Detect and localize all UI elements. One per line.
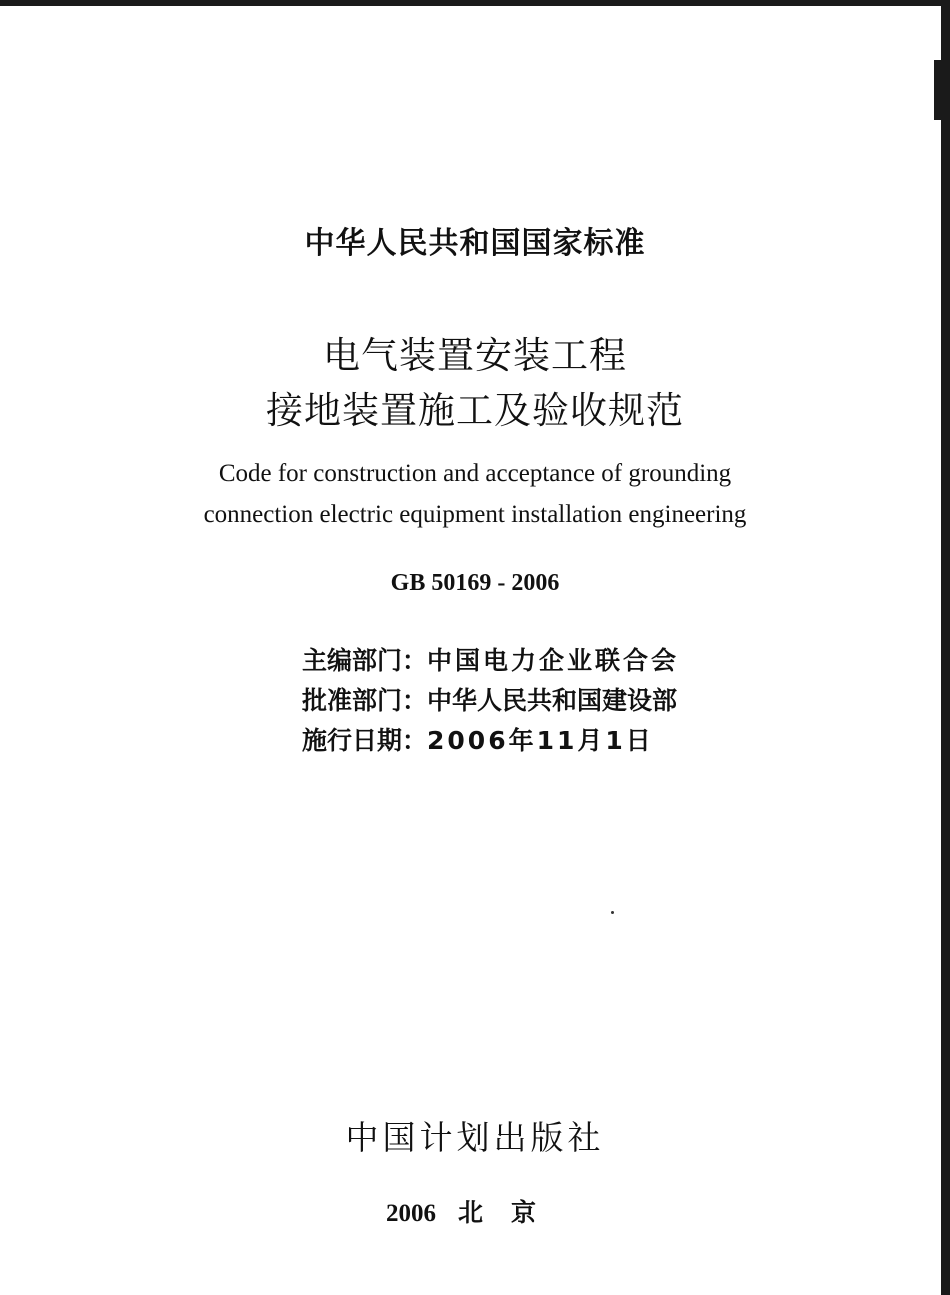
scan-edge-right [941, 0, 950, 1295]
english-title-line-2: connection electric equipment installation engineering [203, 501, 747, 528]
editor-row [302, 641, 679, 677]
scan-edge-top [0, 0, 950, 6]
approver-row [302, 681, 677, 717]
editor-label: 主编部门： [302, 646, 428, 675]
imprint-city: 北京 [457, 1198, 564, 1227]
standard-code: GB 50169 - 2006 [390, 570, 560, 596]
title-line-1: 电气装置安装工程 [323, 334, 627, 377]
national-standard-heading: 中华人民共和国国家标准 [304, 226, 646, 261]
approver-label: 批准部门： [302, 686, 428, 715]
approver-value: 中华人民共和国建设部 [427, 686, 678, 715]
imprint-line [0, 1193, 950, 1229]
date-label: 施行日期： [302, 726, 428, 755]
scan-speck [611, 911, 614, 914]
title-line-2: 接地装置施工及验收规范 [266, 389, 684, 432]
editor-value: 中国电力企业联合会 [427, 646, 680, 675]
date-value: 2006年11月1日 [427, 726, 654, 755]
effective-date-row [302, 721, 654, 757]
publisher-name: 中国计划出版社 [345, 1118, 605, 1157]
imprint-year: 2006 [385, 1200, 436, 1227]
english-title-line-1: Code for construction and acceptance of grounding [218, 460, 732, 487]
scan-edge-tab [934, 60, 950, 120]
